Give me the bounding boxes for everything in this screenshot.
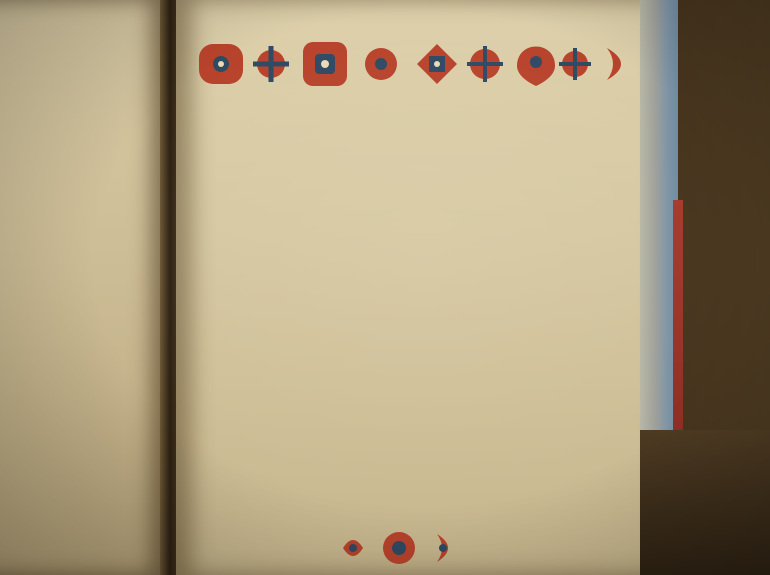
folk-ornament-footer (335, 528, 465, 568)
left-page (0, 0, 165, 575)
folk-ornament-header (195, 36, 635, 92)
table-surface (640, 430, 770, 575)
